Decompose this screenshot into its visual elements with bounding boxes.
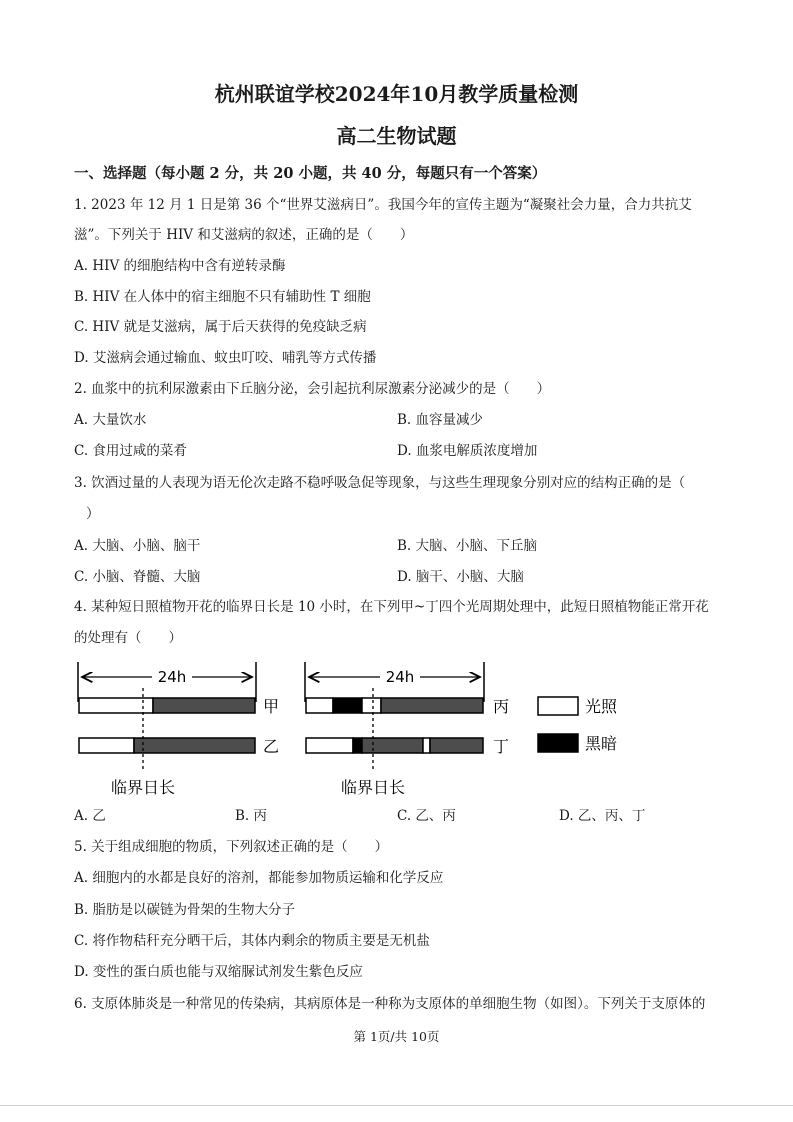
bar-jia xyxy=(79,698,255,713)
q1-stem-line2: 滋”。下列关于 HIV 和艾滋病的叙述，正确的是（ ） xyxy=(74,227,414,243)
figure-legend xyxy=(538,697,618,753)
q2-option-d: D. 血浆电解质浓度增加 xyxy=(397,443,538,459)
q4-option-b: B. 丙 xyxy=(235,808,268,824)
q1-option-a: A. HIV 的细胞结构中含有逆转录酶 xyxy=(74,258,286,274)
q4-stem-line2: 的处理有（ ） xyxy=(74,630,182,646)
q5-option-b: B. 脂肪是以碳链为骨架的生物大分子 xyxy=(74,902,296,918)
legend-light-swatch xyxy=(538,697,578,715)
bar-label-jia: 甲 xyxy=(263,697,280,716)
bar-label-bing: 丙 xyxy=(493,697,510,716)
photoperiod-figure xyxy=(0,652,793,802)
q2-option-c: C. 食用过咸的菜肴 xyxy=(74,443,187,459)
q1-stem-line1: 1. 2023 年 12 月 1 日是第 36 个“世界艾滋病日”。我国今年的宣传主题为“凝聚社会力量，合力共抗艾 xyxy=(74,197,692,213)
q3-option-c: C. 小脑、脊髓、大脑 xyxy=(74,569,201,585)
right-diagram-group xyxy=(305,662,509,797)
q4-stem-line1: 4. 某种短日照植物开花的临界日长是 10 小时，在下列甲~丁四个光周期处理中，此短日照植物能正常开花 xyxy=(74,599,709,615)
right-span-label: 24h xyxy=(385,668,415,686)
q4-option-d: D. 乙、丙、丁 xyxy=(559,808,646,824)
left-span-label: 24h xyxy=(157,668,187,686)
legend-dark-swatch xyxy=(538,734,578,752)
q1-option-b: B. HIV 在人体中的宿主细胞不只有辅助性 T 细胞 xyxy=(74,289,371,305)
left-diagram-group xyxy=(78,662,279,797)
q3-option-d: D. 脑干、小脑、大脑 xyxy=(397,569,524,585)
bar-label-ding: 丁 xyxy=(493,737,510,756)
q1-option-c: C. HIV 就是艾滋病，属于后天获得的免疫缺乏病 xyxy=(74,319,367,335)
q6-stem: 6. 支原体肺炎是一种常见的传染病，其病原体是一种称为支原体的单细胞生物（如图）。下列关于支原体的 xyxy=(74,996,706,1012)
q2-option-b: B. 血容量减少 xyxy=(397,412,484,428)
exam-subtitle: 高二生物试题 xyxy=(336,124,457,148)
bar-yi xyxy=(79,738,255,753)
page-footer: 第 1页/共 10页 xyxy=(353,1029,440,1044)
bar-label-yi: 乙 xyxy=(263,737,280,756)
left-critical-label: 临界日长 xyxy=(110,778,176,797)
q5-stem: 5. 关于组成细胞的物质，下列叙述正确的是（ ） xyxy=(74,839,389,855)
bar-bing xyxy=(306,698,483,713)
section-heading: 一、选择题（每小题 2 分，共 20 小题，共 40 分，每题只有一个答案） xyxy=(74,165,547,182)
q5-option-d: D. 变性的蛋白质也能与双缩脲试剂发生紫色反应 xyxy=(74,964,363,980)
q3-stem-line1: 3. 饮酒过量的人表现为语无伦次走路不稳呼吸急促等现象，与这些生理现象分别对应的结构正确的是（ xyxy=(74,475,686,491)
q4-option-a: A. 乙 xyxy=(74,808,106,824)
q4-option-c: C. 乙、丙 xyxy=(397,808,456,824)
q3-option-b: B. 大脑、小脑、下丘脑 xyxy=(397,538,538,554)
q5-option-a: A. 细胞内的水都是良好的溶剂，都能参加物质运输和化学反应 xyxy=(74,870,444,886)
bottom-divider xyxy=(0,1105,793,1106)
q3-option-a: A. 大脑、小脑、脑干 xyxy=(74,538,201,554)
legend-dark-label: 黑暗 xyxy=(585,734,618,753)
exam-title: 杭州联谊学校2024年10月教学质量检测 xyxy=(214,82,579,106)
q5-option-c: C. 将作物秸秆充分晒干后，其体内剩余的物质主要是无机盐 xyxy=(74,933,430,949)
q3-stem-line2: ） xyxy=(86,506,100,522)
q2-stem: 2. 血浆中的抗利尿激素由下丘脑分泌，会引起抗利尿激素分泌减少的是（ ） xyxy=(74,381,551,397)
bar-ding xyxy=(306,738,483,753)
q1-option-d: D. 艾滋病会通过输血、蚊虫叮咬、哺乳等方式传播 xyxy=(74,350,377,366)
legend-light-label: 光照 xyxy=(585,697,618,716)
q2-option-a: A. 大量饮水 xyxy=(74,412,147,428)
right-critical-label: 临界日长 xyxy=(340,778,406,797)
